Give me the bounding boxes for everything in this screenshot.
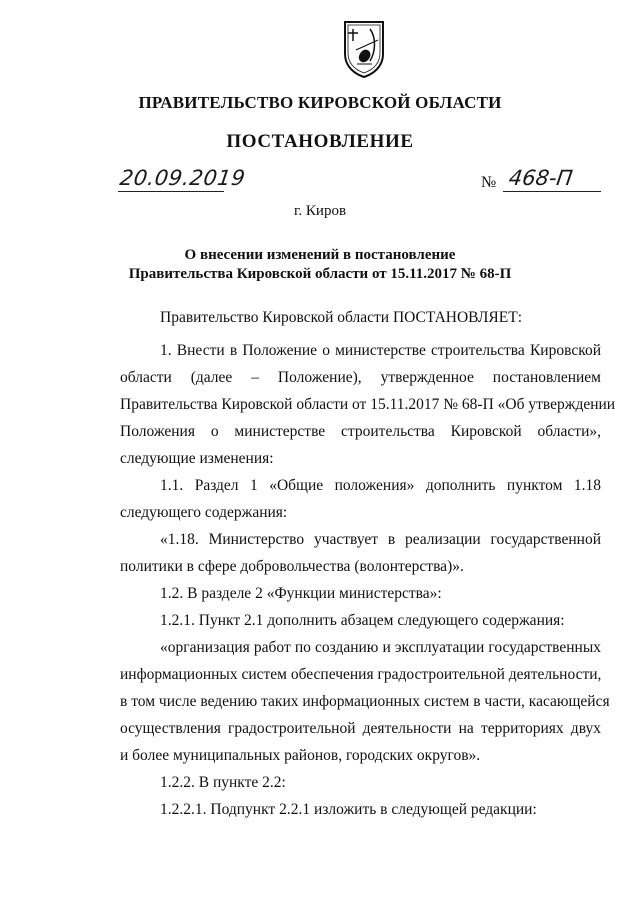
body-line: 1. Внести в Положение о министерстве строительства Кировской (160, 342, 601, 359)
date-underline (118, 191, 224, 192)
subject-line: О внесении изменений в постановление (184, 247, 456, 263)
body-line: информационных систем обеспечения градостроительной деятельности, (120, 666, 602, 683)
document-type-title: ПОСТАНОВЛЕНИЕ (226, 131, 414, 152)
body-line: Правительства Кировской области от 15.11.2017 № 68-П «Об утверждении (120, 396, 616, 413)
body-line: 1.2.2.1. Подпункт 2.2.1 изложить в следующей редакции: (160, 801, 537, 818)
body-line: следующие изменения: (120, 450, 274, 467)
city: г. Киров (293, 203, 347, 219)
government-title: ПРАВИТЕЛЬСТВО КИРОВСКОЙ ОБЛАСТИ (138, 93, 502, 112)
number-underline (503, 191, 601, 192)
kirov-coat-of-arms-icon (342, 20, 386, 78)
body-line: области (далее – Положение), утвержденное постановлением (120, 369, 601, 386)
body-line: в том числе ведению таких информационных систем в части, касающейся (120, 693, 610, 710)
body-line: Правительство Кировской области ПОСТАНОВЛЯЕТ: (160, 309, 523, 326)
date-field (118, 166, 247, 194)
number-value: 468-П (507, 166, 575, 190)
body-line: 1.2. В разделе 2 «Функции министерства»: (160, 585, 442, 602)
body-line: осуществления градостроительной деятельности на территориях двух (120, 720, 601, 737)
date-value: 20.09.2019 (118, 166, 247, 190)
body-line: и более муниципальных районов, городских округов». (120, 747, 481, 764)
document-subject (0, 246, 640, 284)
body-line: «организация работ по созданию и эксплуатации государственных (160, 639, 601, 656)
body-line: 1.2.1. Пункт 2.1 дополнить абзацем следующего содержания: (160, 612, 565, 629)
body-line: Положения о министерстве строительства Кировской области», (120, 423, 601, 440)
number-label: № (481, 174, 497, 191)
number-field (503, 166, 601, 194)
body-line: 1.2.2. В пункте 2.2: (160, 774, 286, 791)
subject-line: Правительства Кировской области от 15.11.2017 № 68-П (128, 266, 512, 282)
body-line: следующего содержания: (120, 504, 288, 521)
body-line: политики в сфере добровольчества (волонтерства)». (120, 558, 464, 575)
body-line: 1.1. Раздел 1 «Общие положения» дополнить пунктом 1.18 (160, 477, 601, 494)
body-line: «1.18. Министерство участвует в реализации государственной (160, 531, 601, 548)
